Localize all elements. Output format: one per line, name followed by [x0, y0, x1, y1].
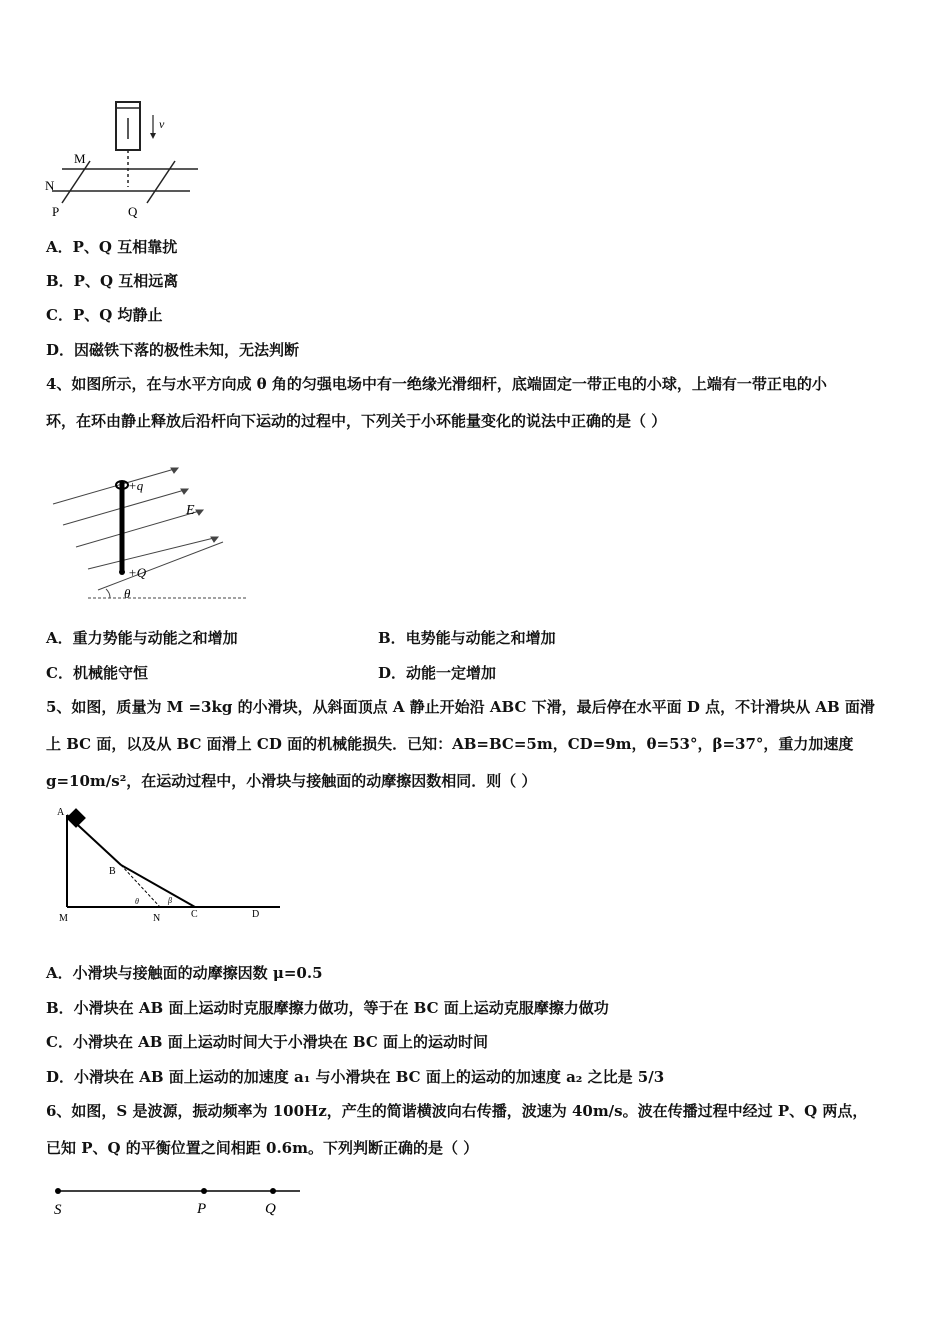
q5-option-b: B．小滑块在 AB 面上运动时克服摩擦力做功，等于在 BC 面上运动克服摩擦力做功 [46, 999, 609, 1017]
label-D: D [252, 909, 260, 920]
label-v: v [159, 117, 165, 131]
q5-figure [55, 803, 285, 923]
label-C: C [191, 909, 198, 920]
q5-stem-line2: 上 BC 面，以及从 BC 面滑上 CD 面的机械能损失．已知：AB=BC=5m，CD=9m，θ=53°，β=37°，重力加速度 [46, 735, 854, 753]
q3-option-a: A．P、Q 互相靠扰 [46, 238, 178, 256]
label-M: M [59, 913, 68, 923]
q5-stem-line3: g=10m/s²，在运动过程中，小滑块与接触面的动摩擦因数相同．则（ ） [46, 772, 537, 790]
label-Q: Q [265, 1201, 276, 1217]
label-B: B [109, 866, 116, 877]
q5-option-c: C．小滑块在 AB 面上运动时间大于小滑块在 BC 面上的运动时间 [46, 1033, 489, 1051]
q4-figure [48, 462, 253, 604]
label-P: P [197, 1201, 207, 1217]
label-N: N [153, 913, 161, 923]
q3-option-b: B．P、Q 互相远离 [46, 272, 179, 290]
q4-option-a: A．重力势能与动能之和增加 [46, 629, 238, 647]
q3-figure [40, 95, 210, 220]
q4-stem-line1: 4、如图所示，在与水平方向成 θ 角的匀强电场中有一绝缘光滑细杆，底端固定一带正电的小球，上端有一带正电的小 [46, 375, 827, 393]
label-theta: θ [135, 897, 139, 906]
q4-stem-line2: 环，在环由静止释放后沿杆向下运动的过程中，下列关于小环能量变化的说法中正确的是（ ） [46, 412, 667, 430]
q4-option-b: B．电势能与动能之和增加 [378, 629, 556, 647]
label-A: A [57, 807, 65, 818]
q6-figure [48, 1180, 308, 1225]
label-plus-Q: +Q [128, 565, 147, 580]
q5-stem-line1: 5、如图，质量为 M =3kg 的小滑块，从斜面顶点 A 静止开始沿 ABC 下滑，最后停在水平面 D 点，不计滑块从 AB 面滑 [46, 698, 875, 716]
label-S: S [54, 1202, 62, 1218]
q4-option-d: D．动能一定增加 [378, 664, 497, 682]
label-Q: Q [128, 204, 138, 219]
label-N: N [45, 178, 55, 193]
label-theta: θ [124, 586, 131, 601]
label-M: M [74, 151, 86, 166]
q5-option-d: D．小滑块在 AB 面上运动的加速度 a₁ 与小滑块在 BC 面上的运动的加速度 a₂ 之比是 5/3 [46, 1068, 665, 1086]
label-beta: β [168, 896, 172, 905]
q5-option-a: A．小滑块与接触面的动摩擦因数 μ=0.5 [46, 964, 323, 982]
q3-option-d: D．因磁铁下落的极性未知，无法判断 [46, 341, 300, 359]
label-P: P [52, 204, 60, 219]
q6-stem-line1: 6、如图，S 是波源，振动频率为 100Hz，产生的简谐横波向右传播，波速为 40m/s。波在传播过程中经过 P、Q 两点， [46, 1102, 868, 1120]
label-E: E [186, 503, 195, 518]
q3-option-c: C．P、Q 均静止 [46, 306, 163, 324]
label-plus-q: +q [128, 478, 144, 493]
q6-stem-line2: 已知 P、Q 的平衡位置之间相距 0.6m。下列判断正确的是（ ） [46, 1139, 479, 1157]
q4-option-c: C．机械能守恒 [46, 664, 148, 682]
